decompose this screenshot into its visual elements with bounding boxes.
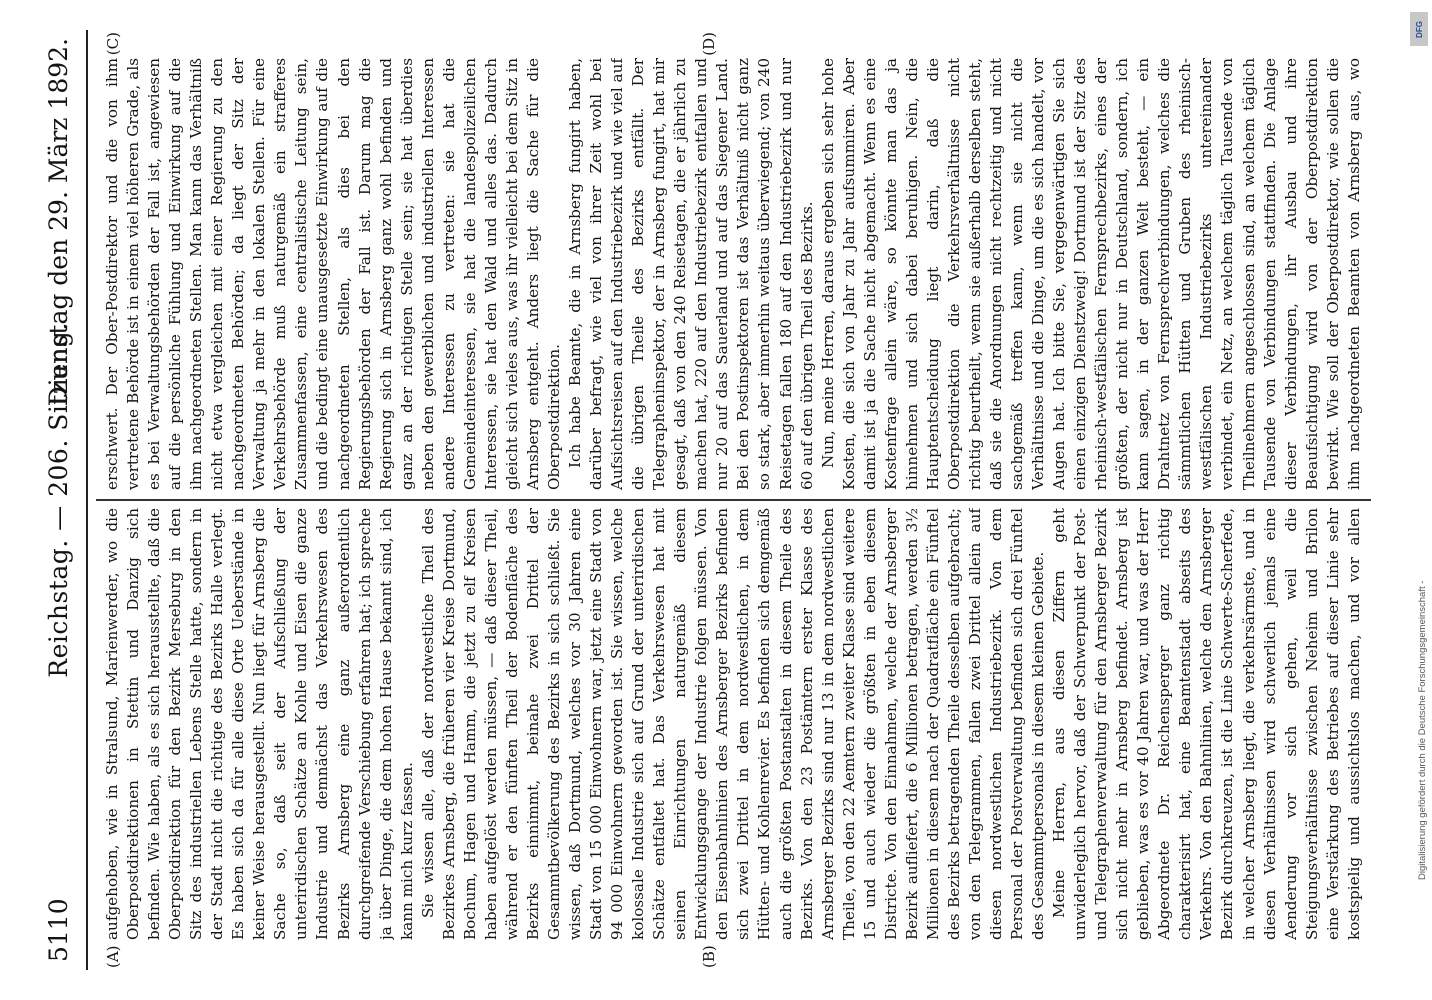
right-column — [102, 58, 1367, 490]
column-divider — [96, 500, 1371, 502]
paragraph: Nun, meine Herren, daraus ergeben sich sehr hohe Kosten, die sich von Jahr zu Jahr aufsummiren. Aber damit ist ja die Sache nicht abgemacht. Wenn es eine Kostenfrage allein wäre, so könnte man das ja hinnehmen und sich dabei beruhigen. Nein, die Hauptentscheidung liegt darin, daß die Oberpostdirektion die Verkehrsverhältnisse nicht richtig beurtheilt, wenn sie außerhalb derselben steht, daß sie die Anordnungen nicht rechtzeitig und nicht sachgemäß treffen kann, wenn sie nicht die Verhältnisse und die Dinge, um die es sich handelt, vor Augen hat. Ich bitte Sie, vergegenwärtigen Sie sich einen einzigen Dienstzweig! Dortmund ist der Sitz des rheinisch-westfälischen Fernsprechbezirks, eines der größten, der nicht nur in Deutschland, sondern, ich kann sagen, in der ganzen Welt besteht, — ein Drahtnetz von Fernsprechverbindungen, welches die sämmtlichen Hütten und Gruben des rheinisch-westfälischen Industriebezirks untereinander verbindet, ein Netz, an welchem täglich Tausende von Theilnehmern angeschlossen sind, an welchem täglich Tausende von Verbindungen stattfinden. Die Anlage dieser Verbindungen, ihr Ausbau und ihre Beaufsichtigung wird von der Oberpostdirektion bewirkt. Wie soll der Oberpostdirektor, wie sollen die ihm nachgeordneten Beamten von Arnsberg aus, wo — [818, 58, 1363, 490]
document-page — [30, 30, 1380, 970]
paragraph: aufgehoben, wie in Stralsund, Marienwerder, wo die Oberpostdirektionen in Stettin und Danzig sich befinden. Wie haben, als es sich herausstellte, daß die Oberpostdirektion für den Bezirk Merseburg in den Sitz des industriellen Lebens Stelle hatte, sondern in der Stadt nicht die richtige des Bezirks Halle verlegt. Es haben sich da für alle diese Orte Ueberstände in keiner Weise herausgestellt. Nun liegt für Arnsberg die Sache so, daß seit der Aufschließung der unterirdischen Schätze an Kohle und Eisen die ganze Industrie und demnächst das Verkehrswesen des Bezirks Arnsberg eine ganz außerordentlich durchgreifende Verschiebung erfahren hat; ich spreche ja über Dinge, die dem hohen Hause bekannt sind, ich kann mich kurz fassen. — [103, 508, 416, 940]
session-date: Dienstag den 29. März 1892. — [44, 38, 73, 407]
left-column — [102, 508, 1367, 940]
dfg-logo-text: DFG — [1414, 20, 1424, 38]
paragraph: Meine Herren, aus diesen Ziffern geht unwiderleglich hervor, daß der Schwerpunkt der Post- und Telegraphenverwaltung für den Arnsberger Bezirk sich nicht mehr in Arnsberg befindet. Arnsberg ist geblieben, was es vor 40 Jahren war, und was der Herr Abgeordnete Dr. Reichensperger ganz richtig charakterisirt hat, eine Beamtenstadt abseits des Verkehrs. Von den Bahnlinien, welche den Arnsberger Bezirk durchkreuzen, ist die Linie Schwerte-Scherfede, in welcher Arnsberg liegt, die verkehrsärmste, und in diesen Verhältnissen wird schwerlich jemals eine Aenderung vor sich gehen, weil die Steigungsverhältnisse zwischen Neheim und Brilon eine Verstärkung des Betriebes auf dieser Linie sehr kostspielig und aussichtslos machen, und vor allen — [1050, 508, 1363, 940]
paragraph: erschwert. Der Ober-Postdirektor und die von ihm vertretene Behörde ist in einem viel höheren Grade, als es bei Verwaltungsbehörden der Fall ist, angewiesen auf die persönliche Fühlung und Einwirkung auf die ihm nachgeordneten Stellen. Man kann das Verhältniß nicht etwa vergleichen mit einer Regierung zu den nachgeordneten Behörden; da liegt der Sitz der Verwaltung ja mehr in den lokalen Stellen. Für eine Verkehrsbehörde muß naturgemäß ein strafferes Zusammenfassen, eine centralistische Leitung sein, und die bedingt eine unausgesetzte Einwirkung auf die nachgeordneten Stellen, als dies bei den Regierungsbehörden der Fall ist. Darum mag die Regierung sich in Arnsberg ganz wohl befinden und ganz an der richtigen Stelle sein; sie hat überdies neben den gewerblichen und industriellen Interessen andere Interessen zu vertreten: sie hat die Gemeindeinteressen, sie hat die landespolizeilichen Interessen, sie hat den Wald und alles das. Dadurch gleicht sich vieles aus, was ihr vielleicht bei dem Sitz in Arnsberg entgeht. Anders liegt die Sache für die Oberpostdirektion. — [103, 58, 563, 490]
margin-marker-b: (B) — [700, 945, 718, 968]
margin-marker-d: (D) — [700, 32, 718, 56]
margin-marker-c: (C) — [104, 32, 122, 56]
paragraph: Ich habe Beamte, die in Arnsberg fungirt haben, darüber befragt, wie viel von ihrer Zeit wohl bei Aufsichtsreisen auf den Industriebezirk und wie viel auf die übrigen Theile des Bezirks entfällt. Der Telegrapheninspektor, der in Arnsberg fungirt, hat mir gesagt, daß von den 240 Reisetagen, die er jährlich zu machen hat, 220 auf den Industriebezirk entfallen und nur 20 auf das Sauerland und auf das Siegener Land. Bei den Postinspektoren ist das Verhältniß nicht ganz so stark, aber immerhin weitaus überwiegend; von 240 Reisetagen fallen 180 auf den Industriebezirk und nur 60 auf den übrigen Theil des Bezirks. — [566, 58, 816, 490]
digitization-note: Digitalisierung gefördert durch die Deutsche Forschungsgemeinschaft - — [1417, 580, 1428, 880]
dfg-logo — [1410, 12, 1428, 46]
header-rule — [86, 30, 88, 970]
paragraph: Sie wissen alle, daß der nordwestliche Theil des Bezirkes Arnsberg, die früheren vier Kreise Dortmund, Bochum, Hagen und Hamm, die jetzt zu elf Kreisen haben aufgelöst werden müssen, — daß dieser Theil, während er den fünften Theil der Bodenfläche des Bezirks einnimmt, beinahe zwei Drittel der Gesammtbevölkerung des Bezirks in sich schließt. Sie wissen, daß Dortmund, welches vor 30 Jahren eine Stadt von 15 000 Einwohnern war, jetzt eine Stadt von 94 000 Einwohnern geworden ist. Sie wissen, welche kolossale Industrie sich auf Grund der unterirdischen Schätze entfaltet hat. Das Verkehrswesen hat mit seinen Einrichtungen naturgemäß diesem Entwicklungsgange der Industrie folgen müssen. Von den Eisenbahnlinien des Arnsberger Bezirks befinden sich zwei Drittel in dem nordwestlichen, in dem Hütten- und Kohlenrevier. Es befinden sich demgemäß auch die größten Postanstalten in diesem Theile des Bezirks. Von den 23 Postämtern erster Klasse des Arnsberger Bezirks sind nur 13 in dem nordwestlichen Theile, von den 22 Aemtern zweiter Klasse sind weitere 15 und auch wieder die größten in eben diesem Districte. Von den Einnahmen, welche der Arnsberger Bezirk aufliefert, die 6 Millionen betragen, werden 3½ Millionen in diesem nach der Quadratfläche ein Fünftel des Bezirks betragenden Theile desselben aufgebracht; von den Telegrammen, fallen zwei Drittel allein auf diesen nordwestlichen Industriebezirk. Von dem Personal der Postverwaltung befinden sich drei Fünftel des Gesammtpersonals in diesem kleinen Gebiete. — [418, 508, 1048, 940]
margin-marker-a: (A) — [104, 945, 122, 968]
page-header — [30, 30, 86, 970]
running-head: Reichstag. — 206. Sitzung. — [44, 322, 73, 678]
page-number: 5110 — [44, 898, 73, 962]
